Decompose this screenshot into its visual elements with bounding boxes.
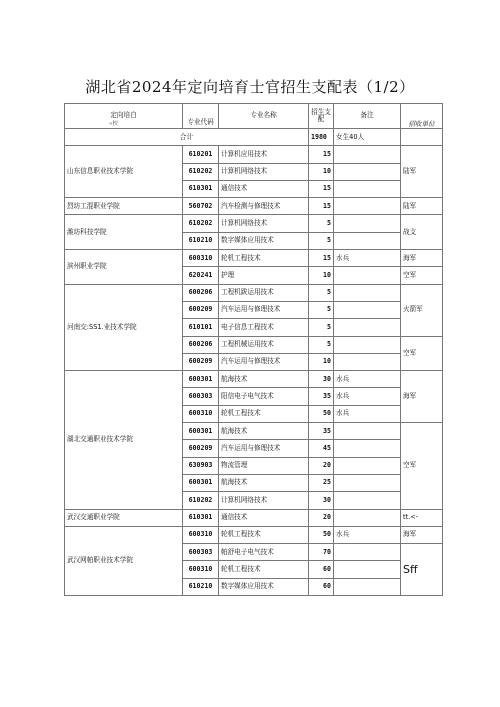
quota-cell: 60 — [309, 578, 334, 595]
school-cell: 武汉网帕职业技术学院 — [65, 526, 183, 595]
table-row — [65, 250, 443, 267]
major-name-cell: 轮机工程技术 — [219, 250, 309, 267]
quota-cell: 5 — [309, 319, 334, 336]
quota-cell: 15 — [309, 198, 334, 215]
note-cell — [334, 180, 401, 197]
total-label: 合计 — [65, 129, 309, 146]
note-cell — [334, 457, 401, 474]
major-name-cell: 航海技术 — [219, 423, 309, 440]
quota-cell: 50 — [309, 405, 334, 422]
major-name-cell: 通信技术 — [219, 509, 309, 526]
major-code-cell: 610301 — [183, 509, 219, 526]
major-name-cell: 航海技术 — [219, 371, 309, 388]
table-row — [65, 371, 443, 388]
enrollment-table — [64, 103, 443, 596]
quota-cell: 25 — [309, 474, 334, 491]
quota-cell: 10 — [309, 163, 334, 180]
major-name-cell: 轮机工程技术 — [219, 526, 309, 543]
dest-cell: tt.<- — [401, 509, 443, 526]
major-name-cell: 阳信电子电气技术 — [219, 388, 309, 405]
major-code-cell: 620241 — [183, 267, 219, 284]
dest-cell: 海军 — [401, 250, 443, 267]
school-cell: 湖北交通职业技术学院 — [65, 371, 183, 509]
quota-cell: 20 — [309, 509, 334, 526]
major-name-cell: 工程机跋运用技术 — [219, 284, 309, 301]
major-code-cell: 600301 — [183, 474, 219, 491]
header-quota: 招生支配 — [309, 104, 334, 129]
table-row — [65, 198, 443, 215]
quota-cell: 50 — [309, 526, 334, 543]
major-name-cell: 轮机工程技术 — [219, 405, 309, 422]
major-code-cell: 610210 — [183, 578, 219, 595]
note-cell — [334, 215, 401, 232]
major-name-cell: 物流管理 — [219, 457, 309, 474]
major-code-cell: 610202 — [183, 215, 219, 232]
total-dest — [401, 129, 443, 146]
major-code-cell: 600303 — [183, 388, 219, 405]
major-code-cell: 600301 — [183, 371, 219, 388]
dest-cell: 空军 — [401, 423, 443, 509]
note-cell: 水兵 — [334, 526, 401, 543]
major-code-cell: 610210 — [183, 232, 219, 249]
note-cell — [334, 146, 401, 163]
major-code-cell: 610201 — [183, 146, 219, 163]
major-name-cell: 轮机工程技术 — [219, 561, 309, 578]
quota-cell: 5 — [309, 215, 334, 232]
note-cell — [334, 492, 401, 509]
table-row — [65, 509, 443, 526]
note-cell — [334, 319, 401, 336]
quota-cell: 5 — [309, 336, 334, 353]
major-name-cell: 护理 — [219, 267, 309, 284]
header-note: 备注 — [334, 104, 401, 129]
quota-cell: 70 — [309, 544, 334, 561]
school-cell: 武汉交通职业学院 — [65, 509, 183, 526]
total-row — [65, 129, 443, 146]
quota-cell: 5 — [309, 301, 334, 318]
note-cell — [334, 561, 401, 578]
major-code-cell: 600206 — [183, 336, 219, 353]
major-code-cell: 630903 — [183, 457, 219, 474]
school-cell: 潍坊科技学院 — [65, 215, 183, 250]
quota-cell: 35 — [309, 388, 334, 405]
dest-cell: 空军 — [401, 336, 443, 371]
header-school: 定向培白 «校 — [65, 104, 183, 129]
note-cell — [334, 232, 401, 249]
dest-cell: 战支 — [401, 215, 443, 250]
header-code: 专业代码 — [183, 104, 219, 129]
note-cell — [334, 284, 401, 301]
quota-cell: 30 — [309, 371, 334, 388]
major-code-cell: 610301 — [183, 180, 219, 197]
table-row — [65, 146, 443, 163]
major-code-cell: 600209 — [183, 353, 219, 370]
note-cell: 水兵 — [334, 405, 401, 422]
major-name-cell: 计算机网络技术 — [219, 163, 309, 180]
major-code-cell: 600310 — [183, 526, 219, 543]
dest-cell: 海军 — [401, 526, 443, 543]
dest-cell: 火箭军 — [401, 284, 443, 336]
major-code-cell: 600206 — [183, 284, 219, 301]
major-code-cell: 600209 — [183, 440, 219, 457]
quota-cell: 5 — [309, 232, 334, 249]
major-name-cell: 航海技术 — [219, 474, 309, 491]
major-name-cell: 计算机应用技术 — [219, 146, 309, 163]
dest-cell: 陆军 — [401, 198, 443, 215]
note-cell — [334, 474, 401, 491]
page-title: 湖北省2024年定向培育士官招生支配表（1/2） — [85, 78, 415, 96]
major-code-cell: 600310 — [183, 405, 219, 422]
major-code-cell: 610202 — [183, 163, 219, 180]
major-name-cell: 通信技术 — [219, 180, 309, 197]
note-cell — [334, 423, 401, 440]
dest-cell: 海军 — [401, 371, 443, 423]
note-cell — [334, 198, 401, 215]
major-name-cell: 数字媒体应用技术 — [219, 232, 309, 249]
header-major: 专业名称 — [219, 104, 309, 129]
major-code-cell: 600310 — [183, 250, 219, 267]
note-cell — [334, 509, 401, 526]
major-name-cell: 汽车检测与修理技术 — [219, 198, 309, 215]
major-code-cell: 600310 — [183, 561, 219, 578]
major-code-cell: 600301 — [183, 423, 219, 440]
table-row — [65, 526, 443, 543]
major-name-cell: 数字媒体应用技术 — [219, 578, 309, 595]
major-name-cell: 电子信息工程技术 — [219, 319, 309, 336]
table-header-row — [65, 104, 443, 129]
major-name-cell: 帕舒电子电气技术 — [219, 544, 309, 561]
note-cell: 水兵 — [334, 250, 401, 267]
quota-cell: 15 — [309, 250, 334, 267]
school-cell: 山东信息职业技术学院 — [65, 146, 183, 198]
dest-cell: Sff — [401, 544, 443, 596]
note-cell — [334, 544, 401, 561]
major-code-cell: 610202 — [183, 492, 219, 509]
major-name-cell: 计算机网络技术 — [219, 492, 309, 509]
major-code-cell: 600303 — [183, 544, 219, 561]
quota-cell: 15 — [309, 146, 334, 163]
note-cell: 水兵 — [334, 371, 401, 388]
note-cell: 水兵 — [334, 388, 401, 405]
major-name-cell: 汽车运用与修理技术 — [219, 353, 309, 370]
total-note: 女生40人 — [334, 129, 401, 146]
school-cell: 河南交:SS1.业技术学院 — [65, 284, 183, 370]
major-code-cell: 600209 — [183, 301, 219, 318]
quota-cell: 15 — [309, 180, 334, 197]
note-cell — [334, 301, 401, 318]
note-cell — [334, 578, 401, 595]
quota-cell: 10 — [309, 353, 334, 370]
school-cell: 烈坊工混职业学院 — [65, 198, 183, 215]
major-name-cell: 计算机网络技术 — [219, 215, 309, 232]
dest-cell: 陆军 — [401, 146, 443, 198]
total-count: 1980 — [309, 129, 334, 146]
note-cell — [334, 163, 401, 180]
note-cell — [334, 353, 401, 370]
dest-cell: 空军 — [401, 267, 443, 284]
school-cell: 滨州职业学院 — [65, 250, 183, 285]
quota-cell: 10 — [309, 267, 334, 284]
quota-cell: 5 — [309, 284, 334, 301]
table-row — [65, 215, 443, 232]
major-code-cell: 610101 — [183, 319, 219, 336]
major-name-cell: 汽车运用与修理技术 — [219, 301, 309, 318]
table-row — [65, 284, 443, 301]
quota-cell: 20 — [309, 457, 334, 474]
quota-cell: 45 — [309, 440, 334, 457]
note-cell — [334, 336, 401, 353]
quota-cell: 35 — [309, 423, 334, 440]
note-cell — [334, 440, 401, 457]
note-cell — [334, 267, 401, 284]
major-code-cell: 560702 — [183, 198, 219, 215]
quota-cell: 60 — [309, 561, 334, 578]
quota-cell: 30 — [309, 492, 334, 509]
major-name-cell: 工程机械运用技术 — [219, 336, 309, 353]
header-dest: 招收单位 — [401, 104, 443, 129]
major-name-cell: 汽车运用与修理技术 — [219, 440, 309, 457]
